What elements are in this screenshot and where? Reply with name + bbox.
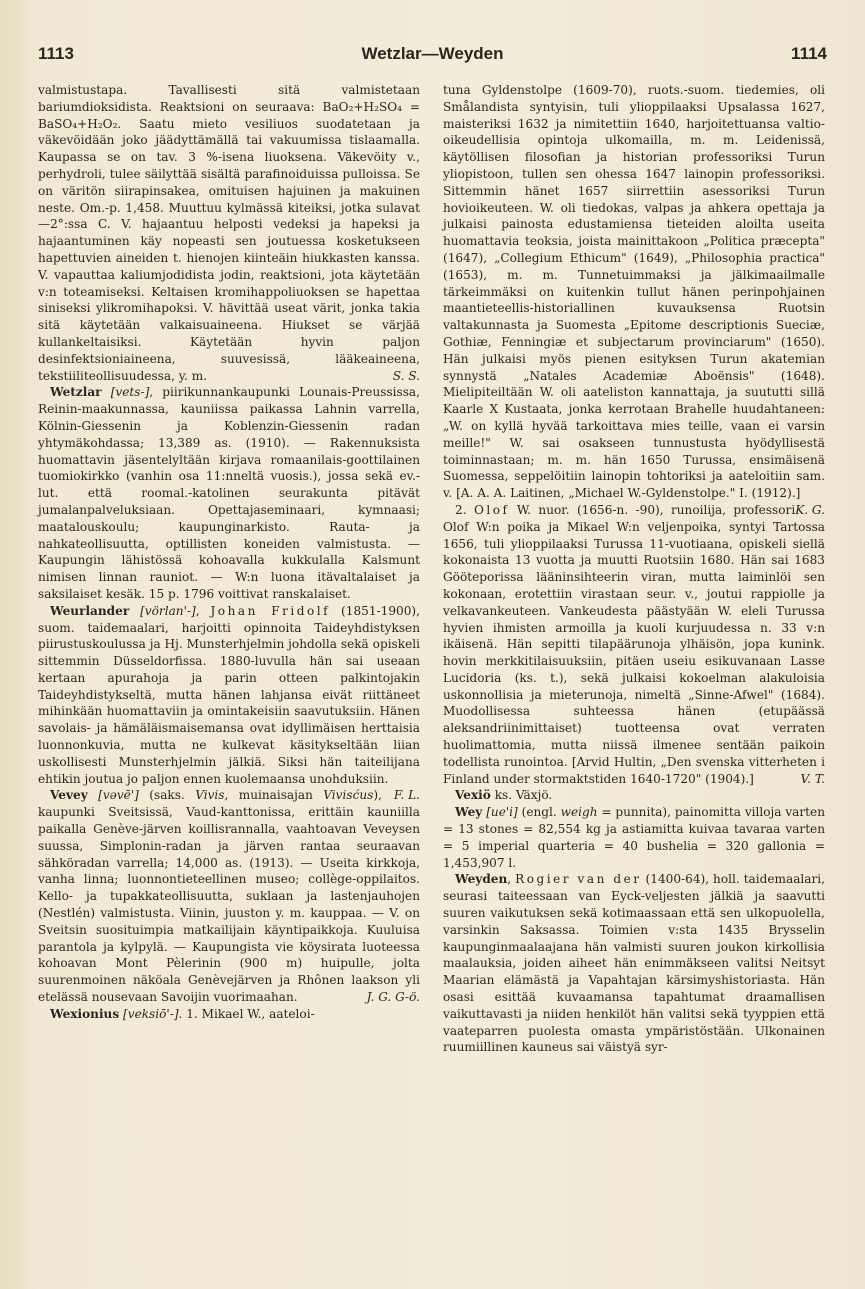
- headword: Vexiö: [455, 788, 491, 803]
- entry-weurlander: Weurlander [vörlan'-], Johan Fridolf (1851-1900), suom. taidemaalari, harjoitti opinnoita Taideyhdistyksen piirustuskoulussa ja Hj. Munsterhjelmin johdolla sekä opiskeli sittemmin Düsseldorfissa. 1880-luvulla hän sai useaan kertaan apurahoja ja parin otteen palkintojakin Taideyhdistykseltä, mutta hänen lahjansa eivät riittäneet mihinkään huomattaviin ja omintakeisiin saavutuksiin. Hänen savolais- ja hämäläismaisemansa ovat idyllimäisen herttaisia luonnonkuvia, mutta ne kulkevat käsitykseltään liian uskollisesti Munsterhjelmin jälkiä. Siksi hän taiteilijana ehtikin joutua jo paljon ennen kuolemaansa unohduksiin. F. L.: [38, 603, 420, 803]
- page-number-right: 1114: [791, 44, 827, 63]
- entry-wey: Wey [ue'i] (engl. weigh = punnita), painomitta villoja varten = 13 stones = 82,554 kg ja astiamitta kuivaa tavaraa varten = 5 imperial quarteria = 40 bushelia = 320 gallonia = 1,453,907 l.: [443, 805, 825, 870]
- entry-wexionius: Wexionius [veksiō'-]. 1. Mikael W., aateloi-: [50, 1006, 315, 1021]
- headword: Wetzlar: [50, 385, 102, 400]
- headword: Weurlander: [50, 603, 130, 618]
- left-column: [38, 82, 420, 1023]
- given-names: Rogier van der: [515, 872, 642, 887]
- entry-vexio: Vexiö ks. Växjö.: [455, 788, 553, 803]
- entry-wexionius-olof: 2. Olof W. nuor. (1656-n. -90), runoilija, professori Olof W:n poika ja Mikael W:n veljenpoika, syntyi Tartossa 1656, tuli ylioppilaaksi Turussa 11-vuotiaana, opiskeli siellä kokonaista 13 vuotta ja muutti Ruotsiin 1680. Hän sai 1683 Gööteporissa lääninsihteerin viran, mutta laiminlöi sen kokonaan, erotettiin virastaan seur. v., joutui rappiolle ja velkavankeuteen. Vankeudesta päästyään W. eleli Turussa hyvien ihmisten armoilla ja kuoli kurjuudessa n. 33 v:n ikäisenä. Hän sepitti tilapäärunoja ylhäisön, jopa kunink. hovin merkkitilaisuuksiin, pitäen useiu esikuvanaan Lasse Lucidoria (ks. t.), sekä julkaisi kokoelman alakuloisia uskonnollisia ja mieterunoja, nimeltä „Sinne-Afwel" (1684). Muodollisessa suhteessa hänen (etupäässä aleksandriinimittaiset) tuotteensa ovat verraten huolimattomia, mutta niissä ilmenee sentään paikoin todellista runointoa. [Arvid Hultin, „Den svenska vitterheten i Finland under stormaktstiden 1640-1720" (1904).] V. T.: [443, 502, 825, 786]
- right-column: [443, 82, 825, 1056]
- author-signature: J. G. G-ö.: [366, 990, 420, 1005]
- headword: Wey: [455, 805, 483, 820]
- entry-continuation: tuna Gyldenstolpe (1609-70), ruots.-suom. tiedemies, oli Smålandista syntyisin, tuli ylioppilaaksi Upsalassa 1627, maisteriksi 1632 ja nimitettiin 1640, harjoitettuansa valtio-oikeudellisia opintoja ulkomailla, m. m. Leidenissä, käytöllisen filosofian ja historian professoriksi Turun yliopistoon, tullen sen ohessa 1647 lainopin professoriksi. Sittemmin hänet 1657 siirrettiin asessoriksi Turun hovioikeuteen. W. oli tiedokas, valpas ja ahkera opettaja ja julkaisi painosta edustamiensa tieteiden aloilta useita huomattavia teoksia, joista mainittakoon „Politica præcepta" (1647), „Collegium Ethicum" (1649), „Philosophia practica" (1653), m. m. Tunnetuimmaksi ja jälkimaailmalle tärkeimmäksi on kuitenkin tullut hänen perinpohjainen maantieteellis-historiallinen kuvauksensa Ruotsin valtakunnasta ja Suomesta „Epitome descriptionis Sueciæ, Gothiæ, Fenningiæ et subjectarum provinciarum" (1650). Hän julkaisi myös pienen esityksen Turun akatemian synnystä „Natales Academiæ Aboënsis" (1648). Mielipiteiltään W. oli aateliston kannattaja, ja suututti sillä Kaarle X Kustaata, jonka kerrotaan Brahelle huudahtaneen: „W. on kyllä hyvää tarkoittava mies teille, vaan ei varsin meille!" W. sai osakseen tunnustusta hyödyllisestä toiminnastaan; m. m. hän 1650 Turussa, ensimäisenä Suomessa, seppelöitiin lainopin tohtoriksi ja aateloitiin sam. v. [A. A. A. Laitinen, „Michael W.-Gyldenstolpe." I. (1912).] K. G.: [443, 83, 825, 517]
- entry-continuation: valmistustapa. Tavallisesti sitä valmistetaan bariumdioksidista. Reaktsioni on seuraava: BaO₂+H₂SO₄ = BaSO₄+H₂O₂. Saatu mieto vesiliuos suodatetaan ja väkevöidään joko jäädyttämällä tai vakuumissa tislaamalla. Kaupassa se on tav. 3 %-isena liuoksena. Väkevöity v., perhydroli, tulee säilyttää sisältä parafinoiduissa pulloissa. Se on väritön siirapinsakea, omituisen hajuinen ja makuinen neste. Om.-p. 1,458. Muuttuu kylmässä kiteiksi, jotka sulavat —2°:ssa C. V. hajaantuu helposti vedeksi ja hapeksi ja hajaantuminen käy nopeasti sen joutuessa kosketukseen hapettuvien aineiden t. hienojen kiinteäin hiukkasten kanssa. V. vapauttaa kaliumjodidista jodin, reaktsioni, jota käytetään v:n toteamiseksi. Keltaisen kromihappoliuoksen se hapettaa siniseksi ylikromihapoksi. V. hävittää useat värit, jonka takia sitä käytetään valkaisuaineena. Hiukset se värjää kullankeltaisiksi. Käytetään hyvin paljon desinfektsioniaineena, suuvesissä, lääkeaineena, tekstiiliteollisuudessa, y. m. S. S.: [38, 83, 420, 383]
- headword: Wexionius: [50, 1006, 120, 1021]
- running-title: Wetzlar—Weyden: [361, 44, 504, 63]
- author-signature: K. G.: [795, 502, 825, 517]
- pronunciation: [vəvē']: [98, 788, 139, 803]
- author-signature: F. L.: [393, 788, 420, 803]
- entry-wetzlar: Wetzlar [vets-], piirikunnankaupunki Lounais-Preussissa, Reinin-maakunnassa, kauniissa paikassa Lahnin varrella, Kölnin-Giessenin ja Koblenzin-Giessenin radan yhtymäkohdassa; 13,389 as. (1910). — Rakennuksista huomattavin jäsentelyltään kirjava romaanilais-goottilainen tuomiokirkko (vanhin osa 11:nneltä vuosis.), jossa sekä ev.-lut. että roomal.-katolinen seurakunta pitävät jumalanpalveluksiaan. Opettajaseminaari, kymnaasi; maatalouskoulu; kaupunginarkisto. Rauta- ja nahkateollisuutta, optillisten koneiden valmistusta. — Kaupungin lähistössä kohoavalla kukkulalla Kalsmunt nimisen linnan rauniot. — W:n luona itävaltalaiset ja saksilaiset kesäk. 15 p. 1796 voittivat ranskalaiset.: [38, 385, 420, 601]
- headword: Vevey: [50, 788, 88, 803]
- pronunciation: [veksiō'-]: [123, 1006, 179, 1021]
- author-signature: V. T.: [800, 771, 825, 786]
- pronunciation: [ue'i]: [486, 805, 518, 820]
- author-signature: S. S.: [392, 368, 420, 383]
- headword: Weyden: [455, 872, 508, 887]
- page-number-left: 1113: [38, 44, 74, 63]
- pronunciation: [vörlan'-]: [140, 603, 196, 618]
- entry-vevey: Vevey [vəvē'] (saks. Vivis, muinaisajan Vivisćus), kaupunki Sveitsissä, Vaud-kanttonissa, erittäin kauniilla paikalla Genève-järven koillisrannalla, vaahtoavan Veveysen suussa, Simplonin-radan ja järven rantaa seuraavan sähköradan varrella; 14,000 as. (1913). — Useita kirkkoja, vanha linna; luonnontieteellinen museo; collège-oppilaitos. Kello- ja tupakkateollisuutta, suklaan ja lastenjauhojen (Nestlén) valmistusta. Viinin, juuston y. m. kauppaa. — V. on Sveitsin suosituimpia matkailijain käyntipaikkoja. Kuuluisa parantola ja kylpylä. — Kaupungista vie köysirata luoteessa kohoavan Mont Pèlerinin (900 m) huipulle, jolta suurenmoinen näköala Genèvejärven ja Rhônen laakson yli etelässä nousevaan Savoijin vuorimaahan. J. G. G-ö.: [38, 788, 420, 1005]
- pronunciation: [vets-]: [110, 385, 150, 400]
- given-names: Johan Fridolf: [210, 603, 331, 618]
- entry-weyden: Weyden, Rogier van der (1400-64), holl. taidemaalari, seurasi taiteessaan van Eyck-veljesten jälkiä ja saavutti suuren vaikutuksen sekä kotimaassaan että sen ulkopuolella, varsinkin Saksassa. Toimien v:sta 1435 Brysselin kaupunginmaalaajana hän valmisti suuren joukon kirkollisia maalauksia, joiden aiheet hän enimmäkseen valitsi Neitsyt Maarian elämästä ja Vapahtajan kärsimyshistoriasta. Hän osasi esittää kuvaamansa tapahtumat draamallisen vaikuttavasti ja niiden henkilöt hän valitsi sekä tyyppien että vaateparren puolesta omasta ympäristöstään. Ulkonainen ruumiillinen kauneus sai väistyä syr-: [443, 872, 825, 1055]
- given-names: Olof: [473, 502, 510, 517]
- running-header: [38, 44, 827, 74]
